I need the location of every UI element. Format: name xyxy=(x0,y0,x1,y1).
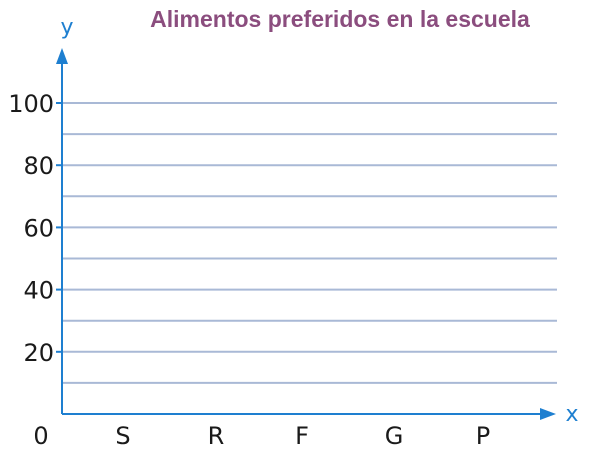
x-tick-label-P: P xyxy=(475,422,491,450)
y-tick-label-80: 80 xyxy=(23,152,54,181)
x-tick-label-S: S xyxy=(115,422,131,450)
y-tick-label-20: 20 xyxy=(23,338,54,367)
origin-label: 0 xyxy=(33,422,49,450)
x-tick-label-R: R xyxy=(207,422,225,450)
y-axis-label: y xyxy=(60,15,74,40)
grid-lines xyxy=(62,103,557,383)
x-axis-label: x xyxy=(565,402,579,427)
y-tick-labels xyxy=(8,90,54,367)
x-tick-labels xyxy=(115,422,490,450)
x-tick-label-F: F xyxy=(295,422,309,450)
x-axis-arrowhead xyxy=(540,408,556,420)
y-axis-arrowhead xyxy=(56,48,68,64)
y-tick-label-100: 100 xyxy=(8,90,54,118)
y-tick-label-60: 60 xyxy=(23,214,54,243)
x-tick-label-G: G xyxy=(384,422,404,450)
chart-title: Alimentos preferidos en la escuela xyxy=(150,6,530,32)
y-tick-label-40: 40 xyxy=(23,276,54,305)
